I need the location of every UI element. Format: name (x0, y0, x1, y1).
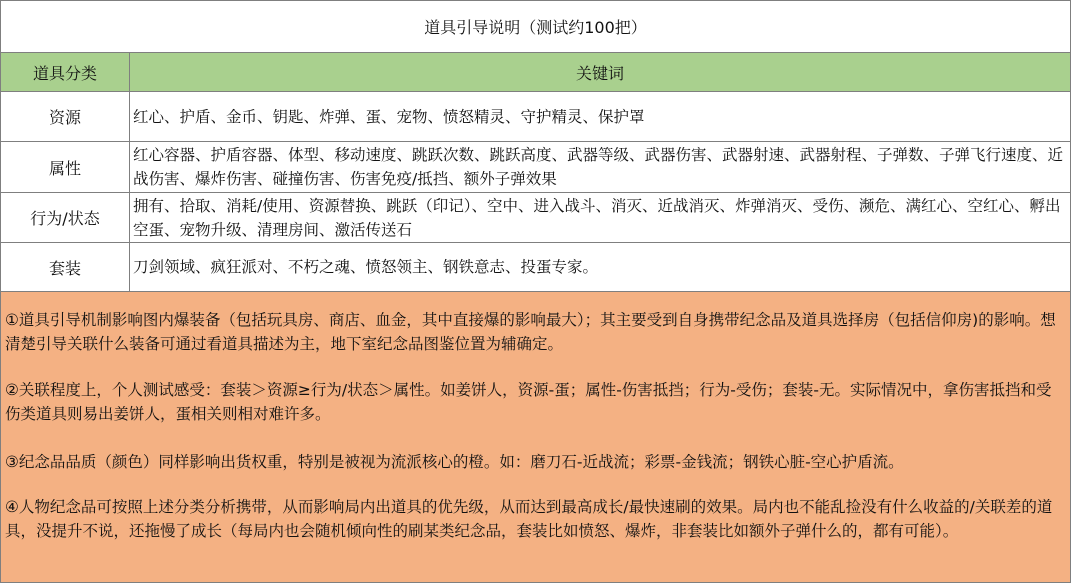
table-row (1, 142, 1070, 193)
note-paragraph: ④人物纪念品可按照上述分类分析携带，从而影响局内出道具的优先级，从而达到最高成长/最快速刷的效果。局内也不能乱捡没有什么收益的/关联差的道具，没提升不说，还拖慢了成长（每局内也会随机倾向性的刷某类纪念品，套装比如愤怒、爆炸，非套装比如额外子弹什么的，都有可能）。 (5, 498, 1053, 540)
table-row (1, 92, 1070, 142)
table-row (1, 243, 1070, 292)
header-category: 道具分类 (1, 53, 130, 92)
table-title: 道具引导说明（测试约100把） (1, 1, 1070, 53)
category-cell: 属性 (1, 142, 130, 192)
note-paragraph: ②关联程度上，个人测试感受：套装＞资源≥行为/状态＞属性。如姜饼人，资源-蛋；属性-伤害抵挡；行为-受伤；套装-无。实际情况中，拿伤害抵挡和受伤类道具则易出姜饼人，蛋相关则相对难许多。 (5, 381, 1052, 423)
table-row (1, 193, 1070, 243)
category-cell: 资源 (1, 92, 130, 141)
keywords-cell: 刀剑领域、疯狂派对、不朽之魂、愤怒领主、钢铁意志、投蛋专家。 (133, 258, 599, 276)
keywords-cell: 拥有、拾取、消耗/使用、资源替换、跳跃（印记）、空中、进入战斗、消灭、近战消灭、炸弹消灭、受伤、濒危、满红心、空红心、孵出空蛋、宠物升级、清理房间、激活传送石 (133, 196, 1061, 239)
header-keywords: 关键词 (130, 53, 1070, 92)
category-cell: 套装 (1, 243, 130, 291)
note-paragraph: ③纪念品品质（颜色）同样影响出货权重，特别是被视为流派核心的橙。如：磨刀石-近战流；彩票-金钱流；钢铁心脏-空心护盾流。 (5, 453, 904, 471)
notes-block (1, 292, 1070, 582)
note-paragraph: ①道具引导机制影响图内爆装备（包括玩具房、商店、血金，其中直接爆的影响最大）；其主要受到自身携带纪念品及道具选择房（包括信仰房)的影响。想清楚引导关联什么装备可通过看道具描述为主，地下室纪念品图鉴位置为辅确定。 (5, 311, 1056, 353)
keywords-cell: 红心、护盾、金币、钥匙、炸弹、蛋、宠物、愤怒精灵、守护精灵、保护罩 (133, 107, 645, 126)
keywords-cell: 红心容器、护盾容器、体型、移动速度、跳跃次数、跳跃高度、武器等级、武器伤害、武器射速、武器射程、子弹数、子弹飞行速度、近战伤害、爆炸伤害、碰撞伤害、伤害免疫/抵挡、额外子弹效果 (133, 146, 1064, 188)
category-cell: 行为/状态 (1, 193, 130, 242)
